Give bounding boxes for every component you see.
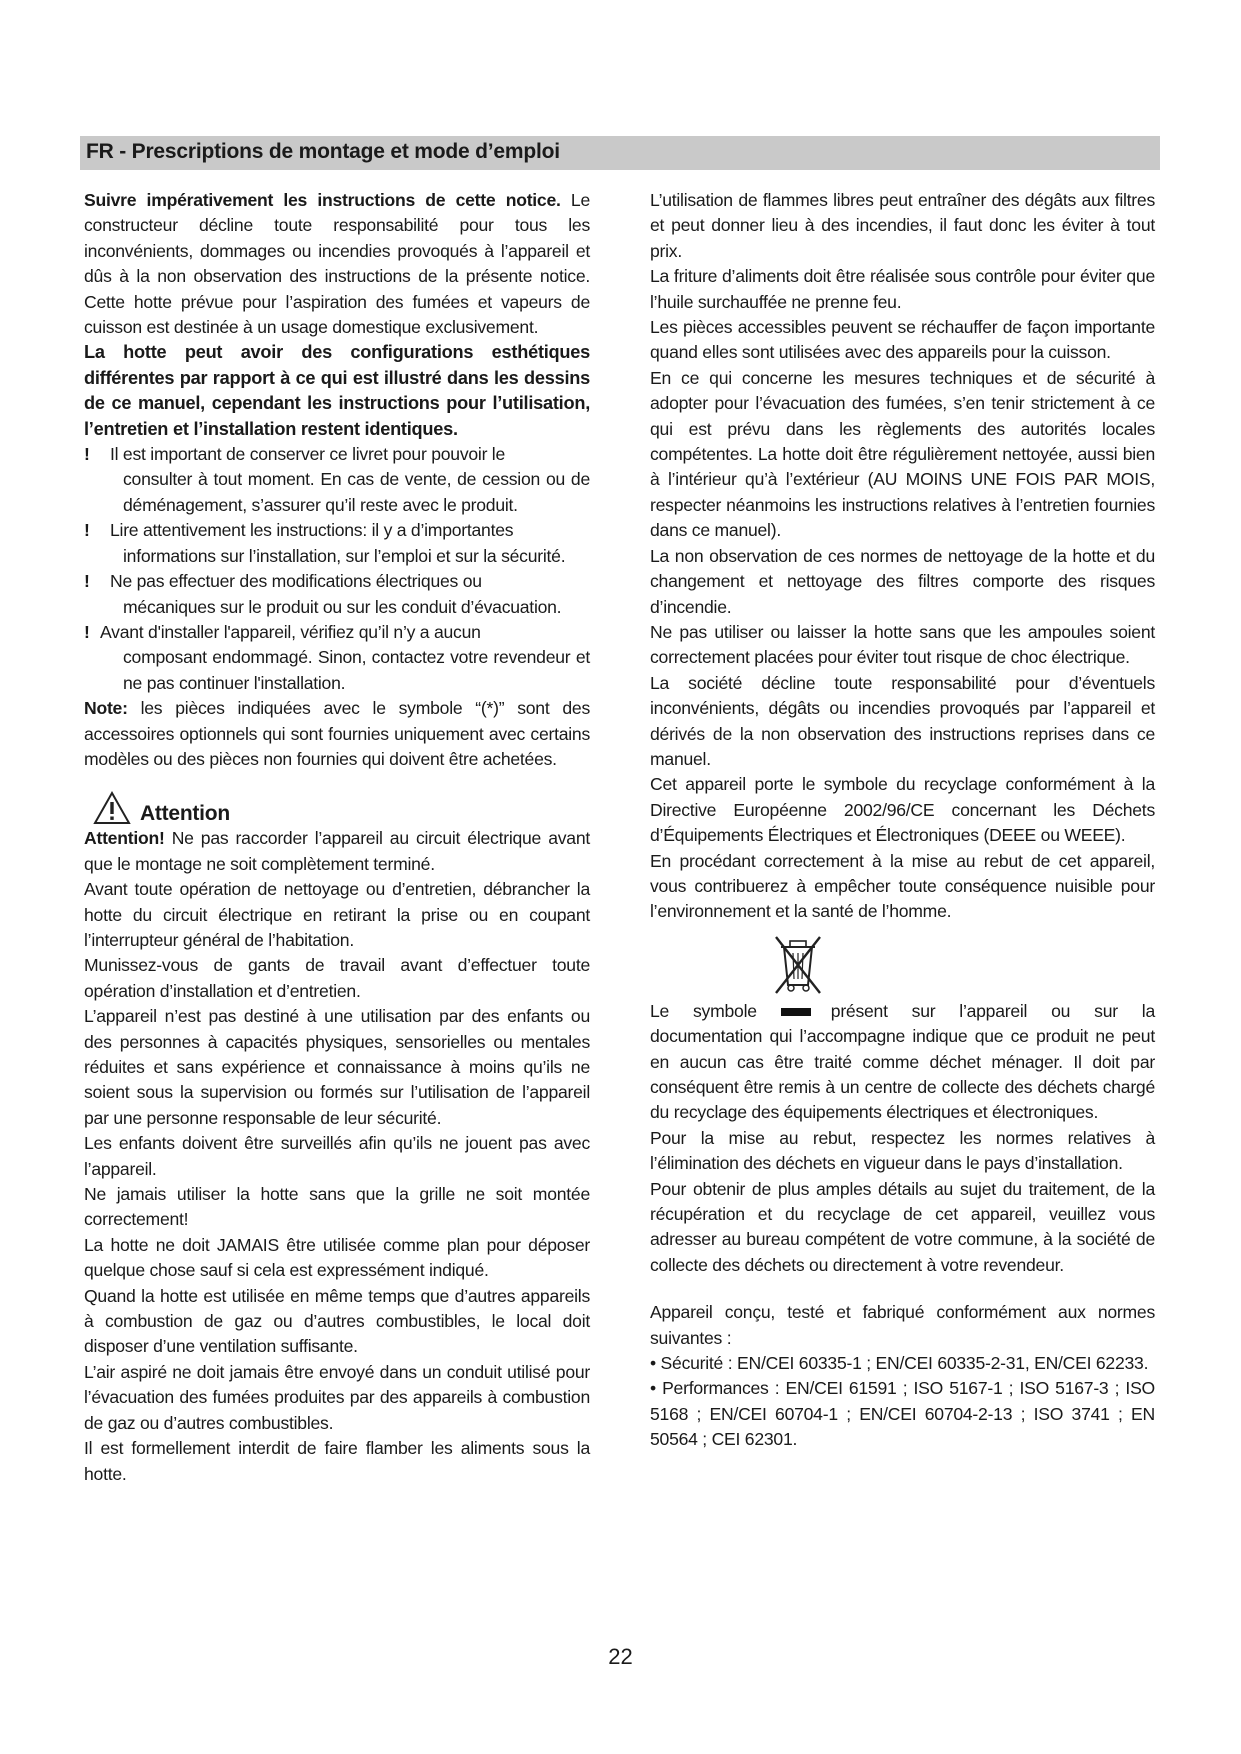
- left-column: [84, 188, 590, 1487]
- safety-paragraph: En ce qui concerne les mesures techniques et de sécurité à adopter pour l’évacuation des fumées, s’en tenir strictement à ce qui est prévu dans les règlements des autorités locales compétentes. La hotte doit être régulièrement nettoyée, aussi bien à l’intérieur qu’à l’extérieur (AU MOINS UNE FOIS PAR MOIS, respecter néanmoins les instructions relatives à l’entretien fournies dans ce manuel).: [650, 367, 1155, 541]
- attention-heading: [84, 788, 590, 826]
- section-title: FR - Prescriptions de montage et mode d’emploi: [86, 140, 560, 163]
- intro-bold: Suivre impérativement les instructions de cette notice.: [84, 190, 561, 210]
- safety-paragraph: Ne jamais utiliser la hotte sans que la grille ne soit montée correctement!: [84, 1184, 590, 1230]
- standards-item: • Sécurité : EN/CEI 60335-1 ; EN/CEI 60335-2-31, EN/CEI 62233.: [650, 1353, 1149, 1374]
- recycling-paragraph: Cet appareil porte le symbole du recyclage conformément à la Directive Européenne 2002/96/CE concernant les Déchets d’Équipements Électriques et Électroniques (DEEE ou WEEE).: [650, 774, 1155, 846]
- disposal-paragraph: Pour la mise au rebut, respectez les normes relatives à l’élimination des déchets en vigueur dans le pays d’installation.: [650, 1127, 1155, 1174]
- safety-paragraph: La friture d’aliments doit être réalisée sous contrôle pour éviter que l’huile surchauffée ne prenne feu.: [650, 266, 1155, 312]
- exclamation-icon: !: [84, 444, 90, 465]
- standards-intro: Appareil conçu, testé et fabriqué conformément aux normes suivantes :: [650, 1302, 1155, 1348]
- intro-text: Le constructeur décline toute responsabilité pour tous les inconvénients, dommages ou incendies provoqués à l’appareil et dûs à la non observation des instructions de la présente notice. Cette hotte prévue pour l’aspiration des fumées et vapeurs de cuisson est destinée à un usage domestique exclusivement.: [84, 190, 590, 338]
- note-text: les pièces indiquées avec le symbole “(*)” sont des accessoires optionnels qui sont fournies uniquement avec certains modèles ou des pièces non fournies qui doivent être achetées.: [84, 698, 590, 769]
- exclamation-icon: !: [84, 571, 90, 592]
- intro-paragraph: [84, 188, 590, 340]
- symbol-paragraph: [650, 999, 1155, 1126]
- crossed-bin-icon: [770, 933, 826, 995]
- warning-triangle-icon: [92, 790, 132, 826]
- standards-item: • Performances : EN/CEI 61591 ; ISO 5167-1 ; ISO 5167-3 ; ISO 5168 ; EN/CEI 60704-1 ; EN/CEI 60704-2-13 ; ISO 3741 ; EN 50564 ; CEI 62301.: [650, 1378, 1155, 1450]
- configuration-note: La hotte peut avoir des configurations esthétiques différentes par rapport à ce qui est illustré dans les dessins de ce manuel, cependant les instructions pour l’utilisation, l’entretien et l’installation restent identiques.: [84, 342, 590, 439]
- warning-item: ! Il est important de conserver ce livret pour pouvoir le consulter à tout moment. En cas de vente, de cession ou de déménagement, s’assurer qu’il reste avec le produit.: [84, 444, 590, 515]
- safety-paragraph: Il est formellement interdit de faire flamber les aliments sous la hotte.: [84, 1438, 590, 1484]
- exclamation-icon: !: [84, 520, 90, 541]
- safety-paragraph: La société décline toute responsabilité pour d’éventuels inconvénients, dégâts ou incendies provoqués par l’appareil et dérivés de la non observation des instructions reprises dans ce manuel.: [650, 672, 1155, 769]
- safety-paragraph: L’utilisation de flammes libres peut entraîner des dégâts aux filtres et peut donner lieu à des incendies, il faut donc les éviter à tout prix.: [650, 190, 1155, 261]
- symbol-lead: Le symbole: [650, 1000, 757, 1021]
- safety-paragraph: La non observation de ces normes de nettoyage de la hotte et du changement et nettoyage des filtres comporte des risques d’incendie.: [650, 545, 1155, 617]
- warning-list: [84, 442, 590, 696]
- safety-paragraph: L’appareil n’est pas destiné à une utilisation par des enfants ou des personnes à capacités physiques, sensorielles ou mentales réduites et sans expérience et connaissance à moins qu’ils ne soient sous la supervision ou formés sur l’utilisation de l’appareil par une personne responsable de leur sécurité.: [84, 1006, 590, 1128]
- note-paragraph: [84, 696, 590, 772]
- attention-paragraph: Attention! Ne pas raccorder l’appareil au circuit électrique avant que le montage ne soit complètement terminé.: [84, 828, 590, 874]
- exclamation-icon: !: [84, 621, 90, 642]
- weee-symbol: [650, 933, 1155, 999]
- safety-paragraph: Munissez-vous de gants de travail avant d’effectuer toute opération d’installation et d’entretien.: [84, 955, 590, 1001]
- safety-paragraph: Les pièces accessibles peuvent se réchauffer de façon importante quand elles sont utilisées avec des appareils pour la cuisson.: [650, 317, 1155, 363]
- page-number: 22: [608, 1644, 633, 1669]
- safety-paragraph: Ne pas utiliser ou laisser la hotte sans que les ampoules soient correctement placées pour éviter tout risque de choc électrique.: [650, 621, 1155, 668]
- warning-item: ! Ne pas effectuer des modifications électriques ou mécaniques sur le produit ou sur les conduit d’évacuation.: [84, 571, 562, 617]
- note-label: Note:: [84, 698, 128, 719]
- recycling-paragraph: En procédant correctement à la mise au rebut de cet appareil, vous contribuerez à empêcher toute conséquence nuisible pour l’environnement et la santé de l’homme.: [650, 850, 1155, 922]
- safety-paragraph: L’air aspiré ne doit jamais être envoyé dans un conduit utilisé pour l’évacuation des fumées produites par des appareils à combustion de gaz ou d’autres combustibles.: [84, 1361, 590, 1433]
- safety-paragraph: Les enfants doivent être surveillés afin qu’ils ne jouent pas avec l’appareil.: [84, 1133, 590, 1179]
- warning-item: ! Lire attentivement les instructions: il y a d’importantes informations sur l’installation, sur l’emploi et sur la sécurité.: [84, 520, 566, 566]
- safety-paragraph: Avant toute opération de nettoyage ou d’entretien, débrancher la hotte du circuit électrique en retirant la prise ou en coupant l’interrupteur général de l’habitation.: [84, 879, 590, 950]
- safety-paragraph: Quand la hotte est utilisée en même temps que d’autres appareils à combustion de gaz ou d’autres combustibles, le local doit disposer d’une ventilation suffisante.: [84, 1285, 590, 1357]
- right-column: [650, 188, 1155, 1453]
- warning-item: ! Avant d'installer l'appareil, vérifiez qu’il n’y a aucun composant endommagé. Sinon, contactez votre revendeur et ne pas continuer l'installation.: [84, 621, 590, 693]
- symbol-text: présent sur l’appareil ou sur la documentation qui l’accompagne indique que ce produit ne peut en aucun cas être traité comme déchet ménager. Il doit par conséquent être remis à un centre de collecte des déchets chargé du recyclage des équipements électriques et électroniques.: [650, 1000, 1155, 1123]
- attention-title: Attention: [140, 802, 230, 826]
- safety-paragraph: La hotte ne doit JAMAIS être utilisée comme plan pour déposer quelque chose sauf si cela est expressément indiqué.: [84, 1234, 590, 1281]
- section-header: [80, 136, 1160, 170]
- disposal-paragraph: Pour obtenir de plus amples détails au sujet du traitement, de la récupération et du recyclage de cet appareil, veuillez vous adresser au bureau compétent de votre commune, à la société de collecte des déchets ou directement à votre revendeur.: [650, 1178, 1155, 1275]
- attention-label: Attention!: [84, 828, 165, 849]
- black-bar-icon: [781, 1008, 811, 1016]
